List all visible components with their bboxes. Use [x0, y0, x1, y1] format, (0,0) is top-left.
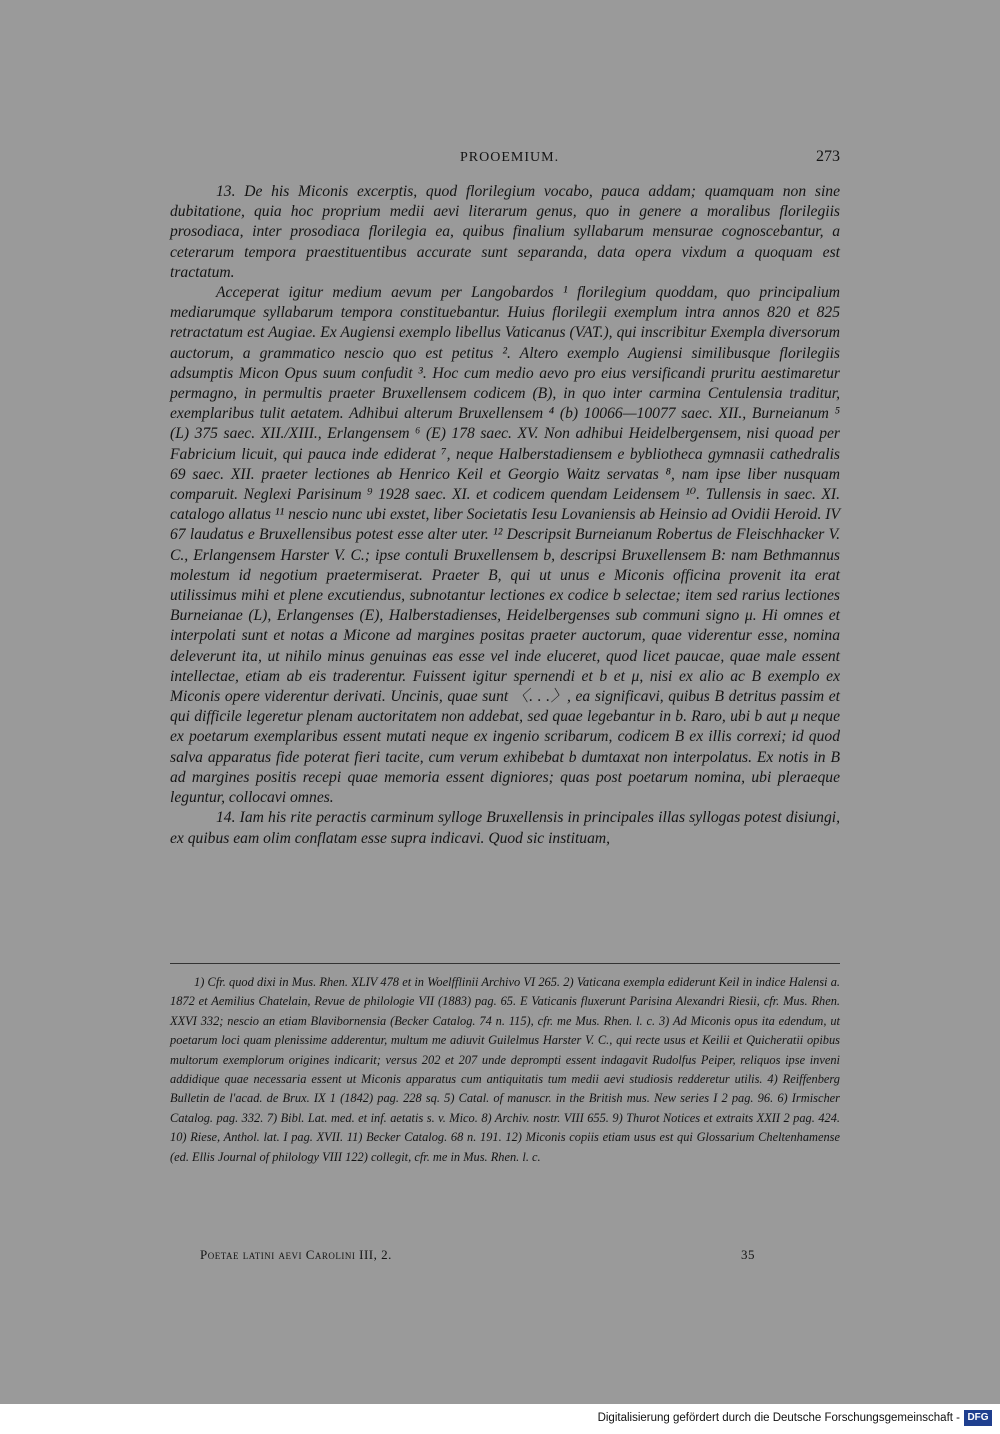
paragraph-13-continued: Acceperat igitur medium aevum per Langobardos ¹ florilegium quoddam, quo principalium mediarumque syllabarum tempora constituebantur. Huius florilegii exemplum intra annos 820 et 825 retractatum est Augiae. Ex Augiensi exemplo libellus Vaticanus (VAT.), qui inscribitur Exempla diversorum auctorum, a grammatico nescio quo est petitus ². Altero exemplo Augiensi similibusque florilegiis adsumptis Micon Opus suum confudit ³. Hoc cum medio aevo pro eius versificandi pruritu aestimaretur permagno, in permultis praeter Bruxellensem codicem (B), in quo inter carmina Centulensia traditur, exemplaribus tulit aetatem. Adhibui alterum Bruxellensem ⁴ (b) 10066—10077 saec. XII., Burneianum ⁵ (L) 375 saec. XII./XIII., Erlangensem ⁶ (E) 178 saec. XV. Non adhibui Heidelbergensem, nisi quoad per Fabricium licuit, qui pauca inde ediderat ⁷, neque Halberstadiensem e bybliotheca gymnasii cathedralis 69 saec. XII. praeter lectiones ab Henrico Keil et Georgio Waitz servatas ⁸, nam ipse liber nusquam comparuit. Neglexi Parisinum ⁹ 1928 saec. XI. et codicem quendam Leidensem ¹⁰. Tullensis in saec. XI. catalogo allatus ¹¹ nescio nunc ubi exstet, liber Societatis Iesu Lovaniensis ab Heinsio ad Ovidii Heroid. IV 67 laudatus e Bruxellensibus potest esse alter uter. ¹² Descripsit Burneianum Robertus de Fleischhacker V. C., Erlangensem Harster V. C.; ipse contuli Bruxellensem b, descripsi Bruxellensem B: nam Bethmannus molestum id negotium praetermiserat. Praeter B, qui ut unus e Miconis officina provenit ita erat utilissimus mihi et plene excutiendus, subnotantur lectiones ex codice b selectae; item sed rarius lectiones Burneianae (L), Erlangenses (E), Halberstadienses, Heidelbergenses sub communi signo μ. Hi omnes et interpolati sunt et notas a Micone ad margines positas praeter auctorum, quae viderentur esse, nomina deleverunt ita, ut nihilo minus genuinas eas esse vel inde eluceret, quod licet paucae, quae male essent intellectae, etiam ab eis traderentur. Fuissent igitur spernendi et b et μ, nisi ex alio ac B exemplo ex Miconis opere viderentur derivati. Uncinis, quae sunt 〈. . .〉, ea significavi, quibus B detritus passim et qui difficile legeretur plenam auctoritatem non addebat, sed quae legebantur in b. Raro, ubi b aut μ neque ex poetarum exemplaribus essent mutati neque ex ingenio scribarum, codicem B ex illis correxi; id quod salva apparatus fide poterat fieri tacite, cum verum exhibebat b dumtaxat non interpolatus. Ex notis in B ad margines positis recepi quae memoria essent digniores; quas post poetarum nomina, ubi pleraeque leguntur, collocavi omnes. — [170, 284, 840, 807]
page-number: 273 — [816, 148, 840, 165]
credit-bar — [0, 1404, 1000, 1434]
footnote-block: 1) Cfr. quod dixi in Mus. Rhen. XLIV 478 et in Woelfflinii Archivo VI 265. 2) Vaticana exempla ediderunt Keil in indice Halensi a. 1872 et Aemilius Chatelain, Revue de philologie VII (1883) pag. 65. E Vaticanis fluxerunt Parisina Alexandri Riesii, cfr. Mus. Rhen. XXVI 332; nescio an etiam Blavibornensia (Becker Catalog. 74 n. 115), cfr. me Mus. Rhen. l. c. 3) Ad Miconis opus ita edendum, ut poetarum loci quam plenissime adderentur, multum me adiuvit Guilelmus Harster V. C., qui recte usus et Keilii et Quicheratii opibus multorum exemplorum origines indicarit; versus 202 et 207 unde deprompti essent indagavit Rudolfus Peiper, reliquos ipse inveni addidique quae necessaria essent ut Miconis apparatus cum antiquitatis tum medii aevi studiosis redderetur utilis. 4) Reiffenberg Bulletin de l'acad. de Brux. IX 1 (1842) pag. 228 sq. 5) Catal. of manuscr. in the British mus. New series I 2 pag. 96. 6) Irmischer Catalog. pag. 332. 7) Bibl. Lat. med. et inf. aetatis s. v. Mico. 8) Archiv. nostr. VIII 655. 9) Thurot Notices et extraits XXII 2 pag. 424. 10) Riese, Anthol. lat. I pag. XVII. 11) Becker Catalog. 68 n. 191. 12) Miconis copiis etiam usus est qui Glossarium Cheltenhamense (ed. Ellis Journal of philology VIII 122) collegit, cfr. me in Mus. Rhen. l. c. — [170, 975, 840, 1164]
footnote-divider — [170, 963, 840, 964]
page-footer — [200, 1247, 755, 1263]
signature-mark: 35 — [741, 1247, 755, 1262]
paragraph-13: 13. De his Miconis excerptis, quod florilegium vocabo, pauca addam; quamquam non sine dubitatione, quia hoc proprium medii aevi literarum genus, quo in genere a moralibus florilegiis prosodiaca, inter prosodiaca florilegia ea, quibus finalium syllabarum mensurae cognoscebantur, a ceterarum tempora praestituentibus accurate sunt separanda, data opera vixdum a quoquam est tractatum. — [170, 183, 840, 281]
main-text — [170, 182, 840, 849]
running-title: PROOEMIUM. — [460, 150, 560, 165]
series-title: Poetae latini aevi Carolini III, 2. — [200, 1247, 392, 1262]
dfg-credit-text[interactable]: Digitalisierung gefördert durch die Deutsche Forschungsgemeinschaft - — [597, 1412, 960, 1424]
paragraph-14: 14. Iam his rite peractis carminum sylloge Bruxellensis in principales illas syllogas potest disiungi, ex quibus eam olim conflatam esse supra indicavi. Quod sic instituam, — [170, 809, 840, 847]
dfg-logo-icon[interactable]: DFG — [964, 1410, 992, 1426]
footnotes — [170, 973, 840, 1167]
